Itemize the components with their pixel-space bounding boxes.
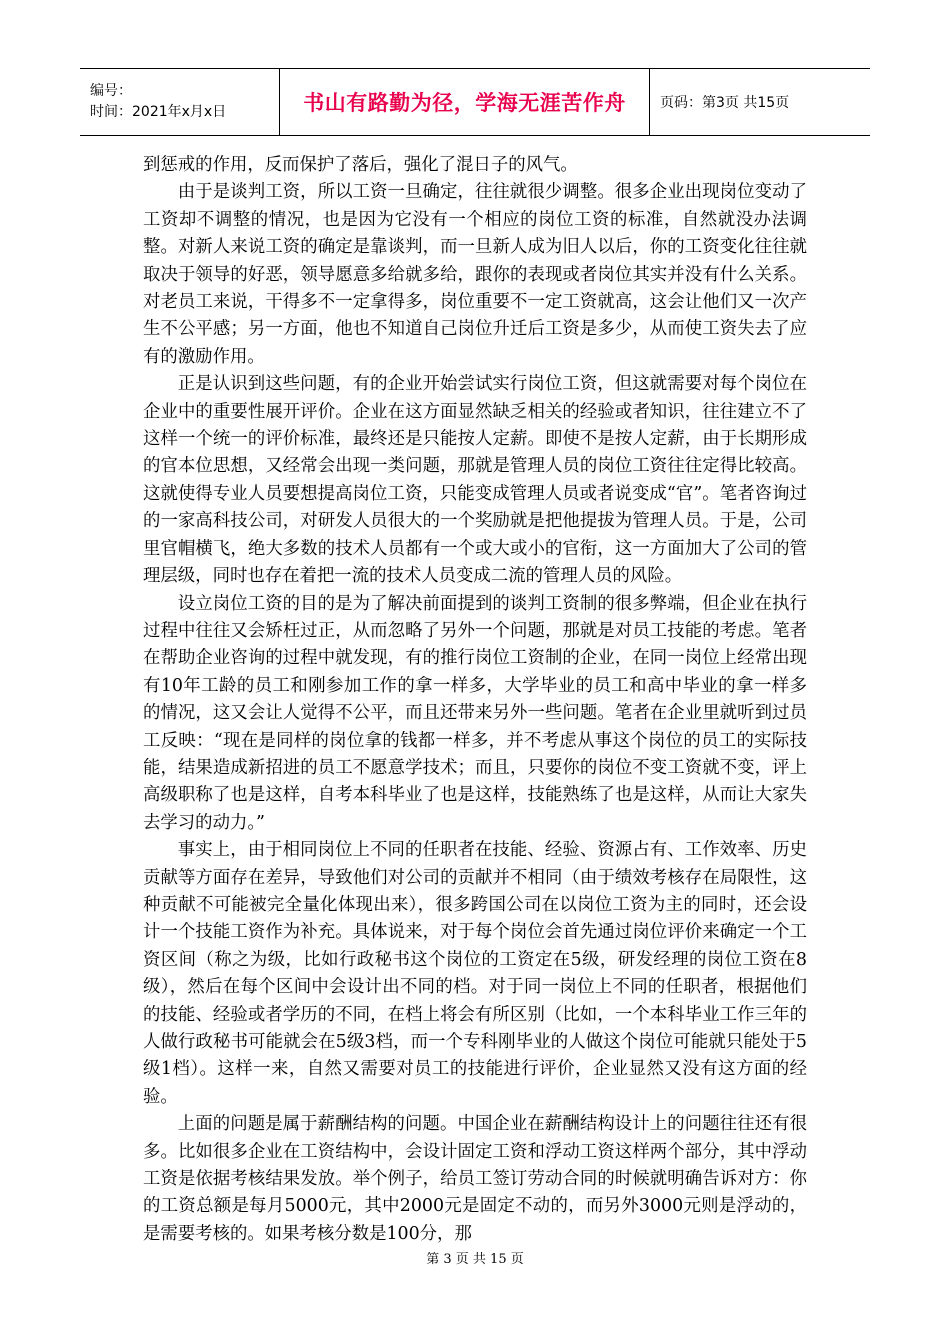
header-info bbox=[80, 69, 280, 135]
page-header bbox=[80, 68, 870, 136]
paragraph: 由于是谈判工资，所以工资一旦确定，往往就很少调整。很多企业出现岗位变动了工资却不调整的情况，也是因为它没有一个相应的岗位工资的标准，自然就没办法调整。对新人来说工资的确定是靠谈判，而一旦新人成为旧人以后，你的工资变化往往就取决于领导的好恶，领导愿意多给就多给，跟你的表现或者岗位其实并没有什么关系。对老员工来说，干得多不一定拿得多，岗位重要不一定工资就高，这会让他们又一次产生不公平感；另一方面，他也不知道自己岗位升迁后工资是多少，从而使工资失去了应有的激励作用。 bbox=[143, 182, 807, 367]
page-footer: 第 3 页 共 15 页 bbox=[426, 1252, 524, 1267]
paragraph: 到惩戒的作用，反而保护了落后，强化了混日子的风气。 bbox=[143, 155, 578, 175]
body-text bbox=[143, 152, 807, 1248]
header-motto: 书山有路勤为径，学海无涯苦作舟 bbox=[280, 69, 650, 135]
paragraph: 设立岗位工资的目的是为了解决前面提到的谈判工资制的很多弊端，但企业在执行过程中往往又会矫枉过正，从而忽略了另外一个问题，那就是对员工技能的考虑。笔者在帮助企业咨询的过程中就发现，有的推行岗位工资制的企业，在同一岗位上经常出现有10年工龄的员工和刚参加工作的拿一样多，大学毕业的员工和高中毕业的拿一样多的情况，这又会让人觉得不公平，而且还带来另外一些问题。笔者在企业里就听到过员工反映：“现在是同样的岗位拿的钱都一样多，并不考虑从事这个岗位的员工的实际技能，结果造成新招进的员工不愿意学技术；而且，只要你的岗位不变工资就不变，评上高级职称了也是这样，自考本科毕业了也是这样，技能熟练了也是这样，从而让大家失去学习的动力。” bbox=[143, 593, 807, 833]
document-time-label: 时间：2021年x月x日 bbox=[90, 104, 227, 120]
header-page-number: 页码：第3页 共15页 bbox=[660, 95, 790, 111]
document-number-label: 编号： bbox=[90, 83, 132, 99]
paragraph: 正是认识到这些问题，有的企业开始尝试实行岗位工资，但这就需要对每个岗位在企业中的重要性展开评价。企业在这方面显然缺乏相关的经验或者知识，往往建立不了这样一个统一的评价标准，最终还是只能按人定薪。即使不是按人定薪，由于长期形成的官本位思想，又经常会出现一类问题，那就是管理人员的岗位工资往往定得比较高。这就使得专业人员要想提高岗位工资，只能变成管理人员或者说变成“官”。笔者咨询过的一家高科技公司，对研发人员很大的一个奖励就是把他提拔为管理人员。于是，公司里官帽横飞，绝大多数的技术人员都有一个或大或小的官衔，这一方面加大了公司的管理层级，同时也存在着把一流的技术人员变成二流的管理人员的风险。 bbox=[143, 374, 807, 587]
paragraph: 上面的问题是属于薪酬结构的问题。中国企业在薪酬结构设计上的问题往往还有很多。比如很多企业在工资结构中，会设计固定工资和浮动工资这样两个部分，其中浮动工资是依据考核结果发放。举个例子，给员工签订劳动合同的时候就明确告诉对方：你的工资总额是每月5000元，其中2000元是固定不动的，而另外3000元则是浮动的，是需要考核的。如果考核分数是100分，那 bbox=[143, 1114, 807, 1244]
paragraph: 事实上，由于相同岗位上不同的任职者在技能、经验、资源占有、工作效率、历史贡献等方面存在差异，导致他们对公司的贡献并不相同（由于绩效考核存在局限性，这种贡献不可能被完全量化体现出来），很多跨国公司在以岗位工资为主的同时，还会设计一个技能工资作为补充。具体说来，对于每个岗位会首先通过岗位评价来确定一个工资区间（称之为级，比如行政秘书这个岗位的工资定在5级，研发经理的岗位工资在8级），然后在每个区间中会设计出不同的档。对于同一岗位上不同的任职者，根据他们的技能、经验或者学历的不同，在档上将会有所区别（比如，一个本科毕业工作三年的人做行政秘书可能就会在5级3档，而一个专科刚毕业的人做这个岗位可能就只能处于5级1档）。这样一来，自然又需要对员工的技能进行评价，企业显然又没有这方面的经验。 bbox=[143, 840, 807, 1107]
